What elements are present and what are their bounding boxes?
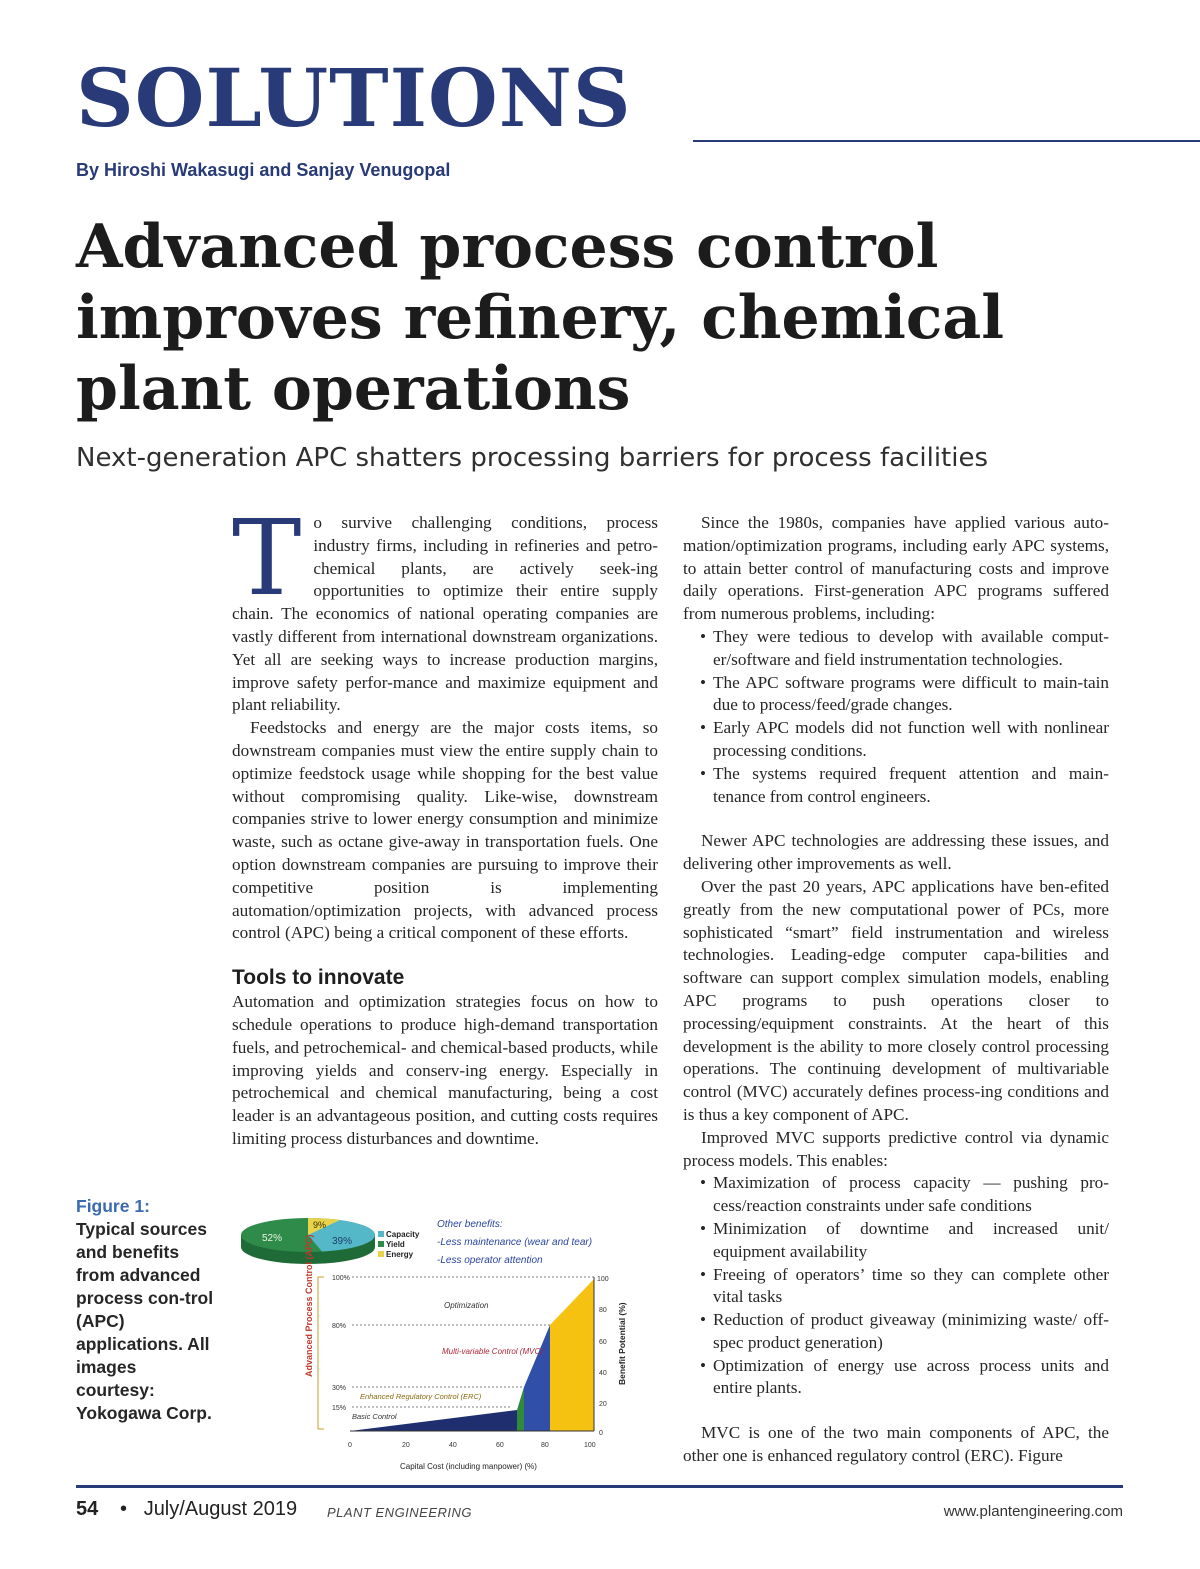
headline (76, 212, 1136, 425)
other-benefits (437, 1219, 592, 1266)
label-erc: Enhanced Regulatory Control (ERC) (360, 1392, 482, 1401)
area-mvc (524, 1325, 550, 1431)
bullet-list-benefits (683, 1172, 1109, 1400)
list-item: • Maximization of process capacity — pushing pro-cess/reaction constraints under safe conditions (713, 1172, 1109, 1218)
legend-energy: Energy (386, 1250, 414, 1259)
right-tick-40: 40 (599, 1370, 607, 1377)
bullet-list-problems (683, 626, 1109, 808)
footer-date (120, 1498, 297, 1521)
list-item: • Early APC models did not function well with nonlinear processing conditions. (713, 717, 1109, 763)
intro-text: o survive challenging conditions, process industry firms, including in refineries and petro-chemical plants, are actively seek-ing opportunities to optimize their entire supply chain. The economics of national operating companies are vastly different from international downstream organizations. Yet all are seeking ways to increase production margins, improve safety perfor-mance and maximize equipment and plant reliability. (232, 513, 658, 715)
left-axis-label: Advanced Process Control (APC) (304, 1234, 314, 1377)
other-benefit-maintenance: -Less maintenance (wear and tear) (437, 1237, 593, 1248)
list-item: • Reduction of product giveaway (minimizing waste/ off-spec product generation) (713, 1309, 1109, 1355)
level-label-80: 80% (332, 1323, 347, 1330)
deck: Next-generation APC shatters processing barriers for process facilities (76, 443, 989, 473)
legend-swatch-energy (378, 1251, 384, 1257)
legend-swatch-capacity (378, 1231, 384, 1237)
pie-legend (378, 1230, 420, 1259)
pie-label-52: 52% (262, 1233, 283, 1244)
list-item: • The APC software programs were difficult to main-tain due to process/feed/grade changes. (713, 672, 1109, 718)
x-tick-60: 60 (496, 1442, 504, 1449)
apc-bracket (318, 1277, 324, 1429)
area-optimization (550, 1279, 594, 1431)
paragraph: Improved MVC supports predictive control via dynamic process models. This enables: (683, 1127, 1109, 1170)
other-benefits-title: Other benefits: (437, 1219, 503, 1230)
drop-cap: T (232, 497, 302, 619)
x-tick-20: 20 (402, 1442, 410, 1449)
footer-url: www.plantengineering.com (943, 1503, 1123, 1520)
right-tick-100: 100 (597, 1276, 609, 1283)
list-item: • Freeing of operators’ time so they can complete other vital tasks (713, 1264, 1109, 1310)
pie-label-39: 39% (332, 1236, 353, 1247)
level-label-30: 30% (332, 1385, 347, 1392)
step-chart (304, 1234, 627, 1471)
right-tick-60: 60 (599, 1339, 607, 1346)
right-tick-80: 80 (599, 1307, 607, 1314)
right-tick-0: 0 (599, 1430, 603, 1437)
body-column-right (683, 512, 1109, 1468)
section-rule (693, 140, 1200, 142)
legend-yield: Yield (386, 1240, 405, 1249)
pie-label-9: 9% (313, 1220, 327, 1230)
legend-capacity: Capacity (386, 1230, 420, 1239)
label-mvc: Multi-variable Control (MVC) (442, 1347, 543, 1356)
label-optimization: Optimization (444, 1301, 489, 1310)
page-number: 54 (76, 1498, 99, 1520)
paragraph: Since the 1980s, companies have applied various auto-mation/optimization programs, including early APC systems, to attain better control of manufacturing costs and improve daily operations. First-generation APC programs suffered from numerous problems, including: (683, 513, 1109, 624)
level-label-100: 100% (332, 1275, 350, 1282)
issue-date: July/August 2019 (143, 1498, 298, 1520)
list-item: • They were tedious to develop with available comput-er/software and field instrumentation technologies. (713, 626, 1109, 672)
paragraph: MVC is one of the two main components of APC, the other one is enhanced regulatory control (ERC). Figure (683, 1423, 1109, 1466)
body-column-left (232, 497, 658, 1151)
x-tick-80: 80 (541, 1442, 549, 1449)
figure-svg (232, 1207, 632, 1477)
right-tick-20: 20 (599, 1401, 607, 1408)
figure-caption (76, 1195, 216, 1425)
headline-line-1: Advanced process control (76, 212, 939, 282)
section-title: SOLUTIONS (76, 51, 632, 145)
paragraph: Feedstocks and energy are the major costs items, so downstream companies must view the entire supply chain to optimize feedstock usage while shopping for the best value without compromising quality. Like-wise, downstream companies strive to lower energy consumption and minimize waste, such as octane give-away in transportation fuels. One option downstream companies are pursuing to improve their competitive position is implementing automation/optimization projects, with advanced process control (APC) being a critical component of these efforts. (232, 718, 658, 943)
area-erc (517, 1387, 524, 1431)
level-label-15: 15% (332, 1405, 347, 1412)
other-benefit-operator: -Less operator attention (437, 1255, 543, 1266)
subhead-tools-to-innovate: Tools to innovate (232, 966, 405, 990)
paragraph: Newer APC technologies are addressing these issues, and delivering other improvements as well. (683, 831, 1109, 874)
figure-label: Figure 1: (76, 1196, 150, 1216)
x-axis-label: Capital Cost (including manpower) (%) (400, 1462, 537, 1471)
publication-name: PLANT ENGINEERING (327, 1505, 473, 1520)
x-tick-40: 40 (449, 1442, 457, 1449)
x-tick-0: 0 (348, 1442, 352, 1449)
list-item: • The systems required frequent attention and main-tenance from control engineers. (713, 763, 1109, 809)
headline-line-2: improves refinery, chemical (76, 283, 1005, 353)
paragraph: Over the past 20 years, APC applications have ben-efited greatly from the new computational power of PCs, more sophisticated “smart” field instrumentation and wireless technologies. Leading-edge computer capa-bilities and software can support complex simulation models, enabling APC programs to push operations closer to processing/equipment constraints. At the heart of this development is the ability to more closely control processing operations. The continuing development of multivariable control (MVC) accurately defines process-ing conditions and is thus a key component of APC. (683, 876, 1109, 1124)
headline-line-3: plant operations (76, 354, 631, 424)
byline: By Hiroshi Wakasugi and Sanjay Venugopal (76, 160, 451, 180)
list-item: • Optimization of energy use across process units and entire plants. (713, 1355, 1109, 1401)
paragraph: Automation and optimization strategies focus on how to schedule operations to produce high-demand transportation fuels, and petrochemical- and chemical-based products, while improving yields and conserv-ing energy. Especially in petrochemical and chemical manufacturing, being a cost leader is an advantageous position, and cutting costs requires limiting process disturbances and downtime. (232, 992, 658, 1148)
right-axis-label: Benefit Potential (%) (617, 1302, 627, 1385)
x-tick-100: 100 (584, 1442, 596, 1449)
intro-paragraph (232, 497, 658, 717)
label-basic-control: Basic Control (352, 1412, 397, 1421)
figure-caption-text: Typical sources and benefits from advanced process con-trol (APC) applications. All images courtesy: Yokogawa Corp. (76, 1219, 214, 1423)
figure-apc-diagram (232, 1207, 632, 1477)
footer-bullet: • (120, 1498, 128, 1520)
legend-swatch-yield (378, 1241, 384, 1247)
footer-rule (76, 1485, 1123, 1488)
list-item: • Minimization of downtime and increased unit/ equipment availability (713, 1218, 1109, 1264)
